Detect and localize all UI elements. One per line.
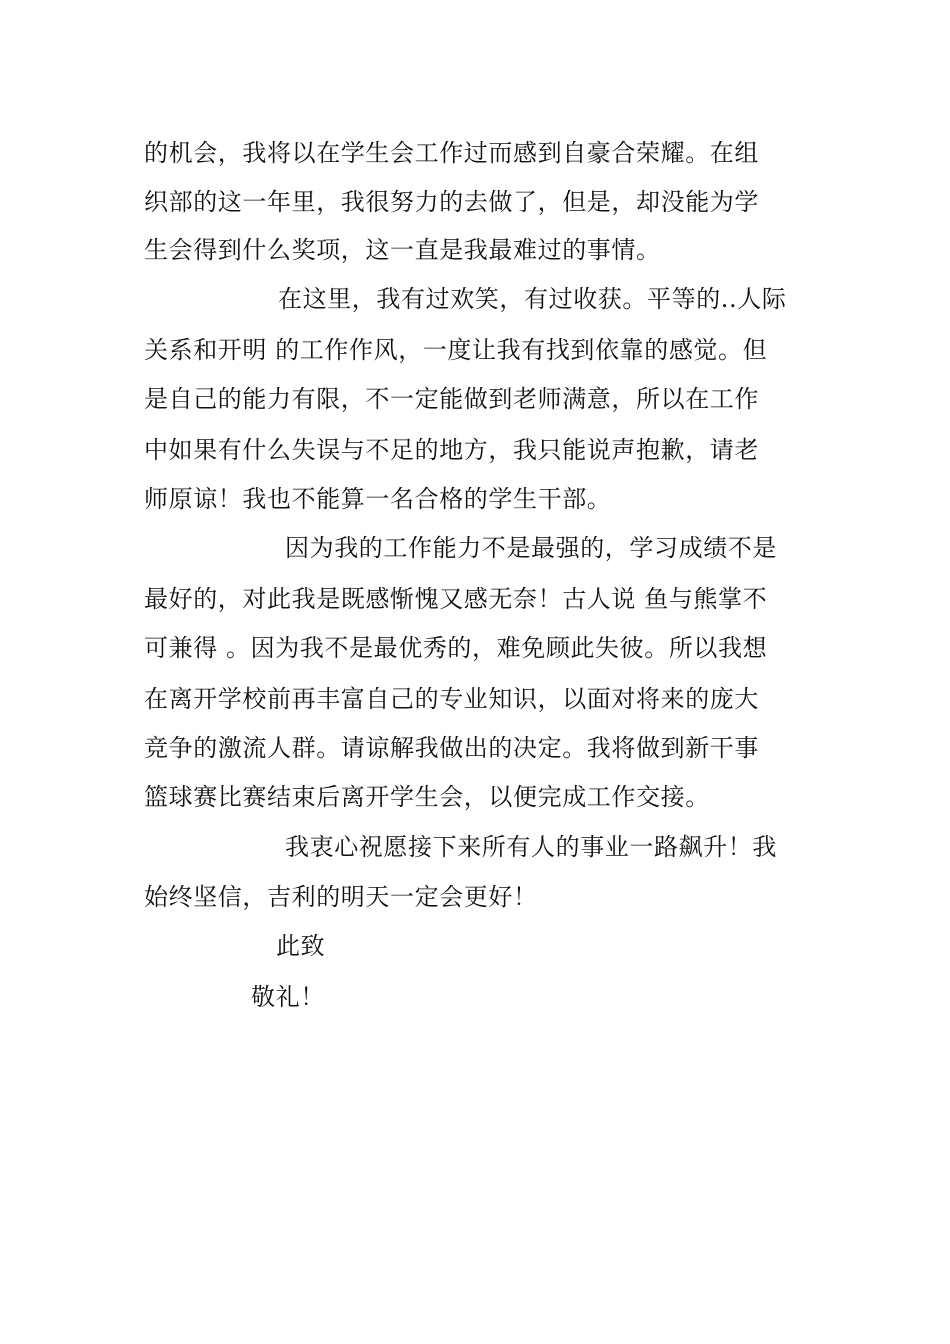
paragraph-2-line-4: 中如果有什么失误与不足的地方，我只能说声抱歉，请老 <box>144 436 759 464</box>
paragraph-1-line-3: 生会得到什么奖项，这一直是我最难过的事情。 <box>144 236 661 264</box>
paragraph-2-line-1: 在这里，我有过欢笑，有过收获。平等的..人际 <box>278 285 787 313</box>
paragraph-3-line-3: 可兼得 。因为我不是最优秀的，难免顾此失彼。所以我想 <box>144 634 768 662</box>
paragraph-3-line-5: 竞争的激流人群。请谅解我做出的决定。我将做到新干事 <box>144 734 759 762</box>
paragraph-1-line-1: 的机会，我将以在学生会工作过而感到自豪合荣耀。在组 <box>144 139 759 167</box>
paragraph-3-line-2: 最好的，对此我是既感惭愧又感无奈！古人说 鱼与熊掌不 <box>144 585 768 613</box>
closing-regards: 敬礼！ <box>251 983 325 1011</box>
paragraph-4-line-1: 我衷心祝愿接下来所有人的事业一路飙升！我 <box>285 833 777 861</box>
paragraph-2-line-5: 师原谅！我也不能算一名合格的学生干部。 <box>144 485 612 513</box>
paragraph-2-line-2: 关系和开明 的工作作风，一度让我有找到依靠的感觉。但 <box>144 336 768 364</box>
paragraph-2-line-3: 是自己的能力有限，不一定能做到老师满意，所以在工作 <box>144 385 759 413</box>
closing-salutation: 此致 <box>276 932 326 960</box>
paragraph-4-line-2: 始终坚信，吉利的明天一定会更好！ <box>144 883 538 911</box>
paragraph-3-line-1: 因为我的工作能力不是最强的，学习成绩不是 <box>285 534 777 562</box>
paragraph-1-line-2: 织部的这一年里，我很努力的去做了，但是，却没能为学 <box>144 188 759 216</box>
paragraph-3-line-6: 篮球赛比赛结束后离开学生会，以便完成工作交接。 <box>144 783 710 811</box>
paragraph-3-line-4: 在离开学校前再丰富自己的专业知识，以面对将来的庞大 <box>144 685 759 713</box>
